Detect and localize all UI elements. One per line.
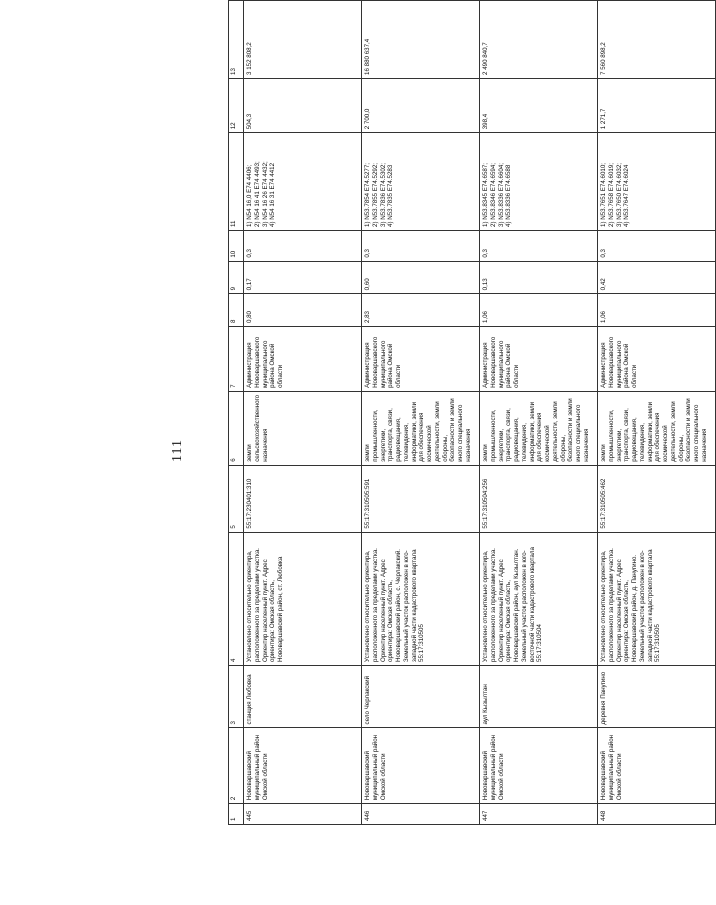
coordinate-line: 3) N53.7836 E74.5302; [379,162,387,227]
coordinate-line: 2) N53.7855 E74.5292; [371,162,379,227]
value-12-cell: 2 700,0 [362,78,480,132]
land-category-cell: земли сельскохозяйственного назначения [244,391,362,465]
value-8-cell: 2,83 [362,294,480,327]
cadastral-number-cell: 55:17:310504:256 [480,465,598,532]
header-cell: 12 [229,78,244,132]
value-8-cell: 0,80 [244,294,362,327]
value-13-cell: 16 880 637,4 [362,1,480,79]
table-row [480,1,598,825]
value-9-cell: 0,13 [480,261,598,294]
header-cell: 1 [229,804,244,825]
coordinate-line: 4) N53.8336 E74.6588 [505,164,513,227]
header-cell: 6 [229,391,244,465]
value-13-cell: 7 560 898,2 [598,1,716,79]
cadastral-number-cell: 55:17:230401:310 [244,465,362,532]
coordinate-line: 3) N53.7650 E74.6032; [615,162,623,227]
value-13-cell: 2 490 840,7 [480,1,598,79]
value-10-cell: 0,3 [598,230,716,261]
cadastral-number-cell: 55:17:310505:591 [362,465,480,532]
district-cell: Нововаршавский муниципальный район Омской области [480,728,598,804]
location-cell: Установлено относительно ориентира, расположенного за пределами участка. Ориентир населенный пункт. Адрес ориентира: Омская область, Нововаршавский район, аул Кызылтан. Земельный участок расположен в юго-восточной части кадастрового квартала 55:17:310504 [480,532,598,665]
owner-cell: Администрация Нововаршавского муниципального района Омской области [362,327,480,392]
table-row [598,1,716,825]
coordinate-line: 2) N53.8346 E74.6594; [489,162,497,227]
land-category-cell: земли промышленности, энергетики, транспорта, связи, радиовещания, телевидения, информатики, земли для обеспечения космической деятельности, земли обороны, безопасности и земли иного специального назначения [598,391,716,465]
value-10-cell: 0,3 [480,230,598,261]
coordinates-cell [362,133,480,231]
row-number: 447 [480,804,598,825]
coordinate-line: 2) N53.7658 E74.6019; [607,162,615,227]
owner-cell: Администрация Нововаршавского муниципального района Омской области [244,327,362,392]
row-number: 445 [244,804,362,825]
location-cell: Установлено относительно ориентира, расположенного за пределами участка. Ориентир населенный пункт. Адрес ориентира: Омская область, Нововаршавский район, д. Панугино. Земельный участок расположен в юго-западной части кадастрового квартала 55:17:310505 [598,532,716,665]
settlement-cell: станция Любовка [244,665,362,728]
coordinate-line: 3) N54 16 26 E74 4432; [261,161,269,227]
value-10-cell: 0,3 [362,230,480,261]
coordinates-cell [480,133,598,231]
header-cell: 5 [229,465,244,532]
owner-cell: Администрация Нововаршавского муниципального района Омской области [598,327,716,392]
header-cell: 7 [229,327,244,392]
coordinate-line: 4) N54 16 31 E74 4412 [269,162,277,227]
table-row [244,1,362,825]
value-13-cell: 3 152 808,2 [244,1,362,79]
header-cell: 2 [229,728,244,804]
value-9-cell: 0,17 [244,261,362,294]
header-cell: 3 [229,665,244,728]
header-cell: 10 [229,230,244,261]
value-9-cell: 0,42 [598,261,716,294]
coordinate-line: 3) N53.8336 E74.6604; [497,162,505,227]
value-8-cell: 1,06 [480,294,598,327]
header-cell: 11 [229,133,244,231]
coordinate-line: 1) N54 16,0 E74 4406; [246,164,253,227]
location-cell: Установлено относительно ориентира, расположенного за пределами участка. Ориентир населенный пункт. Адрес ориентира: Омская область, Нововаршавский район, ст. Любовка [244,532,362,665]
land-plots-table [228,0,716,825]
coordinate-line: 4) N53.7835 E74.5283 [387,164,395,227]
value-8-cell: 1,06 [598,294,716,327]
settlement-cell: деревня Панугино [598,665,716,728]
coordinate-line: 2) N54 16 41 E74 4493; [253,161,261,227]
header-row [229,1,244,825]
value-12-cell: 398,4 [480,78,598,132]
settlement-cell: аул Кызылтан [480,665,598,728]
land-category-cell: земли промышленности, энергетики, транспорта, связи, радиовещания, телевидения, информатики, земли для обеспечения космической деятельности, земли обороны, безопасности и земли иного специального назначения [362,391,480,465]
header-cell: 9 [229,261,244,294]
coordinate-line: 1) N53.7651 E74.6010; [600,162,607,227]
location-cell: Установлено относительно ориентира, расположенного за пределами участка. Ориентир населенный пункт. Адрес ориентира: Омская область, Нововаршавский район, с. Черлакский. Земельный участок расположен в юго-западной части кадастрового квартала 55:17:310505 [362,532,480,665]
owner-cell: Администрация Нововаршавского муниципального района Омской области [480,327,598,392]
cadastral-number-cell: 55:17:310505:462 [598,465,716,532]
land-category-cell: земли промышленности, энергетики, транспорта, связи, радиовещания, телевидения, информатики, земли для обеспечения космической деятельности, земли обороны, безопасности и земли иного специального назначения [480,391,598,465]
coordinate-line: 4) N53.7647 E74.6024 [623,164,631,227]
row-number: 446 [362,804,480,825]
coordinate-line: 1) N53.8345 E74.6587; [482,162,489,227]
district-cell: Нововаршавский муниципальный район Омской области [362,728,480,804]
header-cell: 8 [229,294,244,327]
row-number: 448 [598,804,716,825]
district-cell: Нововаршавский муниципальный район Омской области [598,728,716,804]
page-number: 111 [170,439,185,462]
header-cell: 13 [229,1,244,79]
header-cell: 4 [229,532,244,665]
value-12-cell: 1 271,7 [598,78,716,132]
settlement-cell: село Черлакский [362,665,480,728]
coordinate-line: 1) N53.7854 E74.5277; [364,162,371,227]
table-row [362,1,480,825]
value-10-cell: 0,3 [244,230,362,261]
value-9-cell: 0,60 [362,261,480,294]
coordinates-cell [244,133,362,231]
district-cell: Нововаршавский муниципальный район Омской области [244,728,362,804]
value-12-cell: 504,3 [244,78,362,132]
coordinates-cell [598,133,716,231]
